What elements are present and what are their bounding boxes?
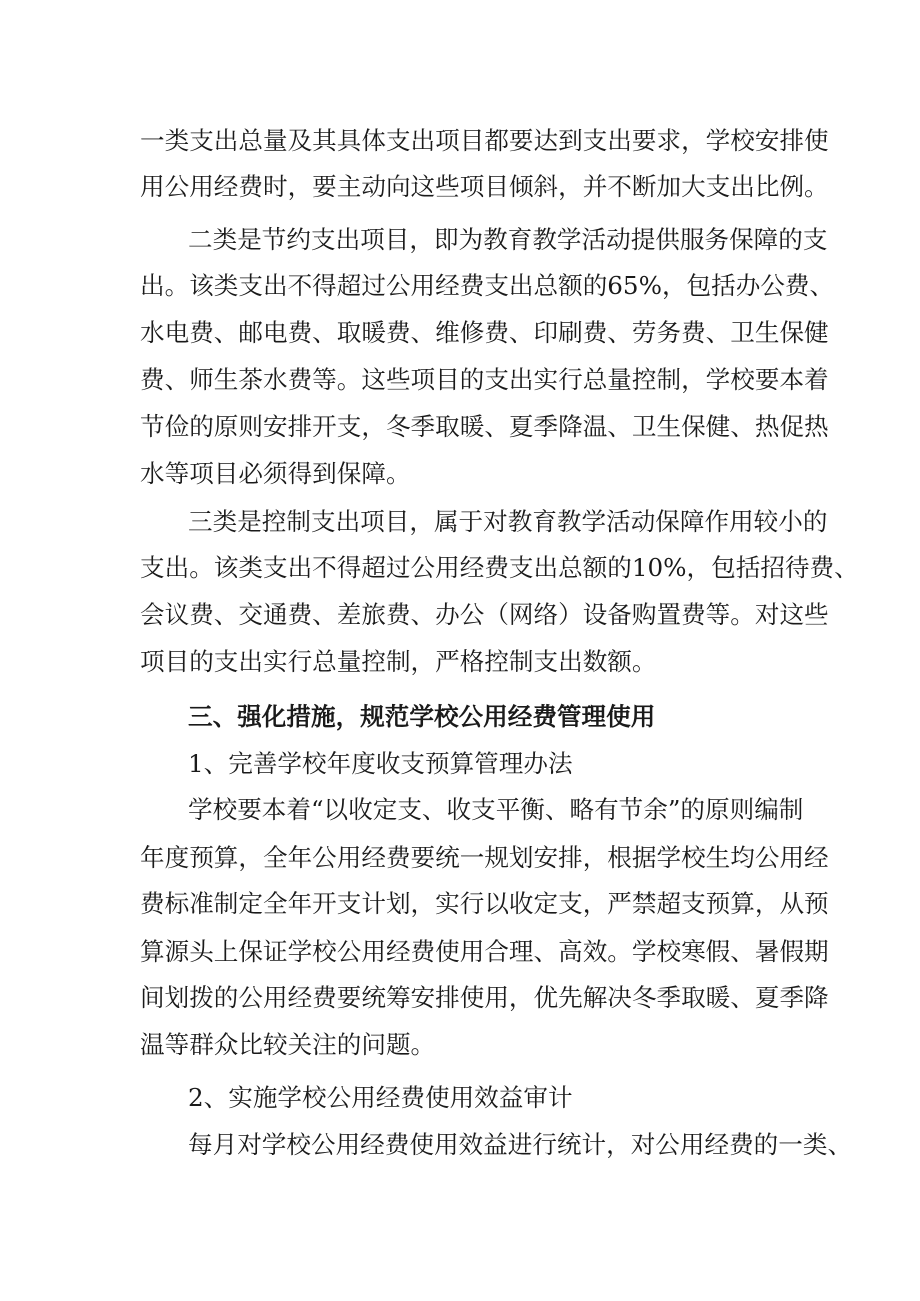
- subsection-heading: 1、完善学校年度收支预算管理办法: [188, 749, 573, 778]
- section-heading: 三、强化措施，规范学校公用经费管理使用: [188, 702, 656, 731]
- subsection-heading: 2、实施学校公用经费使用效益审计: [188, 1083, 573, 1112]
- text-line: 一类支出总量及其具体支出项目都要达到支出要求，学校安排使: [140, 126, 829, 155]
- text-line: 算源头上保证学校公用经费使用合理、高效。学校寒假、暑假期: [140, 937, 829, 966]
- paragraph-first-line: 学校要本着“以收定支、收支平衡、略有节余”的原则编制: [188, 795, 804, 824]
- text-line: 费、师生茶水费等。这些项目的支出实行总量控制，学校要本着: [140, 365, 829, 394]
- paragraph-first-line: 三类是控制支出项目，属于对教育教学活动保障作用较小的: [188, 507, 828, 536]
- text-line: 水电费、邮电费、取暖费、维修费、印刷费、劳务费、卫生保健: [140, 318, 829, 347]
- text-line: 用公用经费时，要主动向这些项目倾斜，并不断加大支出比例。: [140, 172, 829, 201]
- paragraph-first-line: 二类是节约支出项目，即为教育教学活动提供服务保障的支: [188, 225, 828, 254]
- text-line: 年度预算，全年公用经费要统一规划安排，根据学校生均公用经: [140, 843, 829, 872]
- text-line: 温等群众比较关注的问题。: [140, 1030, 436, 1059]
- text-line: 出。该类支出不得超过公用经费支出总额的65%，包括办公费、: [140, 271, 835, 300]
- text-line: 费标准制定全年开支计划，实行以收定支，严禁超支预算，从预: [140, 889, 829, 918]
- paragraph-first-line: 每月对学校公用经费使用效益进行统计，对公用经费的一类、: [188, 1130, 853, 1159]
- text-line: 节俭的原则安排开支，冬季取暖、夏季降温、卫生保健、热促热: [140, 412, 829, 441]
- text-line: 项目的支出实行总量控制，严格控制支出数额。: [140, 647, 657, 676]
- text-line: 间划拨的公用经费要统筹安排使用，优先解决冬季取暖、夏季降: [140, 983, 829, 1012]
- text-line: 会议费、交通费、差旅费、办公（网络）设备购置费等。对这些: [140, 600, 829, 629]
- text-line: 支出。该类支出不得超过公用经费支出总额的10%，包括招待费、: [140, 553, 859, 582]
- text-line: 水等项目必须得到保障。: [140, 459, 411, 488]
